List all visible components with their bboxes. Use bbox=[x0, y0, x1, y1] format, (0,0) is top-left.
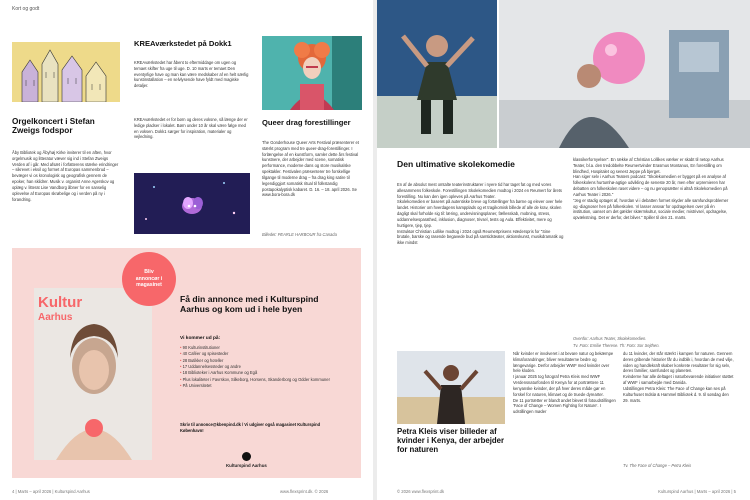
glowing-creature-image bbox=[134, 173, 250, 234]
school-comedy-body-2: klassikerfornyelser". En række af Christian Lollikes værker er skabt til netop Aarhus Teater, bl.a. den tredobbelte Reumertvinder Erasmus Montanus, En forestilling om blindhed, Hospitalet og senest Jeppe på bjerget. Han siger selv i Aarhus Teaters podcast: "Skolekomedien er bygget på en analyse af folkeskolens hurtumhø-agtige udvikling de seneste 20 år, men efter urpremieren har debatten om folkeskolen raset videre – og nu genopsætter vi altså Skolekomedien på Aarhus Teater i 2026." "Jeg er stadig optaget af, hvordan vi i debatten formet skyder alle samfundsproblemer og -diagnoser hen på folkeskolen. Vi lasser ansvar for opdragelsen over på én institution, uanset om det gælder skærmkultur, sociale medier, mistrivsel, opdragelse, opvækstning. Det er derfor, det bliver." Spiller til den 21. marts. bbox=[573, 157, 729, 221]
list-item: • 90 Kulturinstitutioner bbox=[180, 345, 330, 351]
school-comedy-body-1: En af de absolut mest omtalte teaterinstruktører i nyere tid har taget fat og med vores allesammens folkeskole. Forestillingen Skolekomedien modtog i 2024 en Reumert for årets forestilling. Nu kan den igen opleves på Aarhus Teater. Skolekomedien er baseret på autentiske breve og fortællinger fra børne og elever over hele landet. Historier om hverdagens kampplads og et tragikomisk billede af alle de krav, skolen dagligt skal forholde sig til: læring, undervisningsplaner, fællesskab, mobning, stress, uddannelsesparathed, inklusion, diagnoser, trivsel, tests og Aula. Effektivitet, mere og hurtigere, tjep, tjep. Instruktør Christian Lollike modtog i 2024 også Reumertprisens Hæderspris for "Sine brutale, barske og rasende begavede bud på samtidsteater, aktionskunst, musikdramatik og ikke mindst bbox=[397, 182, 564, 246]
ad-headline: Få din annonce med i Kulturspind Aarhus og kom ud i hele byen bbox=[180, 294, 319, 315]
castle-sketch-icon bbox=[12, 42, 120, 102]
left-page bbox=[0, 0, 373, 500]
castle-illustration bbox=[12, 42, 120, 102]
left-footer: 4 | Marts – april 2026 | Kulturspind Aarhus bbox=[12, 489, 90, 494]
section-kicker: Kort og godt bbox=[12, 6, 40, 12]
right-footer-right: Kulturspind Aarhus | Marts – april 2026 | 5 bbox=[658, 489, 736, 494]
list-item: • 40 Caféer og spisesteder bbox=[180, 351, 330, 357]
magazine-cover-image bbox=[34, 288, 152, 460]
theatre-photo-left bbox=[377, 0, 497, 148]
logo-text: Kulturspind Aarhus bbox=[226, 463, 267, 468]
drag-performer-photo bbox=[262, 36, 362, 110]
ad-subtitle: Vi kommer ud på: bbox=[180, 336, 221, 341]
organ-concert-title: Orgelkoncert i Stefan Zweigs fodspor bbox=[12, 117, 95, 136]
school-comedy-title: Den ultimative skolekomedie bbox=[397, 159, 515, 169]
magazine-masthead: Kultur bbox=[38, 294, 83, 311]
ad-contact-note: Skriv til annonce@kbenpind.dk / Vi udgiver også magasinet Kulturspind København! bbox=[180, 422, 321, 433]
ad-distribution-list bbox=[180, 345, 330, 389]
advertiser-bubble: Bliv annoncør i magasinet bbox=[122, 252, 176, 306]
list-item: • 18 Biblioteker i Aarhus Kommune og Egå bbox=[180, 370, 330, 376]
queer-drag-body: The Gonderhouse Queer Arts Festival præsenterer et stærkt program med tre queer-drag-forestillinger. I forlængelse af en kunstform, samler dette års festival kunstnere, der arbejder med scene, somatisk performance, moderne dans og store musikalske spektakler. Festivalen præsenterer tre forskellige tilgange til moderne drag – fra drag king satire til legendiggjort somatisk ritual til folkstandig postapokalyptisk kabaret. D. 16. – 18. april 2026. Se www.bora-bora.dk bbox=[262, 140, 359, 198]
organ-concert-body: Åby Bibliotek og Åbyhøj Kirke inviterer til en aften, hvor orgelmusik og litteratur væver sig ind i Stefan Zweigs Verden af i går. Med afsæt i forfatterens stærke erindringer – sikrevet i eksil og formet af Europas sammenbrud – bevæger vi os kronologisk og geografisk gennem de epoker, han skildrer. Musik v. organist Anne Agerskov og oplæg v. litterat Lise Vandborg åbner for en sanselig oplevelse af Europas skrøbelige og i verden på ny i forandring. bbox=[12, 150, 119, 202]
school-comedy-credit-2: Tv. Foto: Emilie Therese. Th: Foto: Sor Sejthen. bbox=[573, 343, 660, 348]
right-page bbox=[377, 0, 750, 500]
left-footer-center: www.flexsprint.dk. © 2026 bbox=[280, 489, 329, 494]
theatre-photo-right bbox=[499, 0, 750, 148]
advertisement-box bbox=[12, 248, 361, 478]
petra-kleis-body-1: Når kvinder er involveret i at bevare natur og bekæmpe klimaforandringer, bliver resultaterne bedre og længevarige. Derfor arbejder WWF med kvinder over hele kloden. I januar 2025 tog fotograf Petra Kleis med WWF Verdensnaturfonden til Kenya for at portrættere 11 kenyanske kvinder, der på hver deres måde gør en forskel for naturen, klimaet og de truede dyrearter. De 11 portrætter er blandt andet blevet til fotoudstillingen 'Face of Change – Women Fighting for Nature'. I udstillingen møder bbox=[513, 351, 616, 415]
list-item: • 17 Uddannelsessteder og andre bbox=[180, 364, 330, 370]
petra-kleis-title: Petra Kleis viser billeder af kvinder i Kenya, der arbejder for naturen bbox=[397, 427, 505, 454]
krea-title: KREAværkstedet på Dokk1 bbox=[134, 39, 232, 48]
kulturspind-logo bbox=[226, 452, 267, 468]
list-item: • 28 Butikker og hoteller bbox=[180, 358, 330, 364]
right-footer-left: © 2026 www.flexsprint.dk bbox=[397, 489, 445, 494]
krea-body-2: KREAværkstedet er for børn og deres voksne, så længe der er ledige pladser i lokalet. Børn under 10 år skal være følge med en voksen. Dokk1 sørger for inspiration, materialer og vejledning. bbox=[134, 117, 248, 140]
petra-kleis-credit: Tv. The Face of Change – Petra Kleis bbox=[623, 463, 692, 468]
list-item: • Plus lokaliteter i Favrskov, Silkeborg, Horsens, Skanderborg og Odder kommuner bbox=[180, 377, 330, 383]
queer-drag-credit: Billedet: PEARLE HARBOUR fra Canada bbox=[262, 232, 337, 237]
list-item: • På Universitetet bbox=[180, 383, 330, 389]
spider-icon bbox=[242, 452, 251, 461]
queer-drag-title: Queer drag forestillinger bbox=[262, 118, 351, 127]
school-comedy-credit-1: Ovenfor: Aarhus Teater, Skolekomedien. bbox=[573, 336, 647, 341]
magazine-masthead-city: Aarhus bbox=[38, 312, 73, 323]
petra-kleis-photo bbox=[397, 351, 505, 424]
krea-body-1: KREAværkstedet har åbent to eftermiddage om ugen og temaet skifter fra uge til uge. D. 10 marts er temaet Den eventyrlige have og man kan være medskaber af en helt særlig kunstinstallation – en selvlysende have fyldt med magiske detaljer. bbox=[134, 60, 249, 89]
petra-kleis-body-2: du 11 kvinder, der står stærkt i kampen for naturen. Gennem deres gribende historier får du indblik i, hvordan de med vilje, viden og handlekraft skaber konkrete resultater for sig selv, deres familier, samfundet og planeten. Kvinderne har alle deltaget i naturbevarende initiativer støttet af WWF i samarbejde med Danida. Udstillingen Petra Kleis: The Face of Change kan ses på Kulturhuset Indslø & Hammel Bibliotek d. 9. til søndag den 29. marts. bbox=[623, 351, 734, 403]
